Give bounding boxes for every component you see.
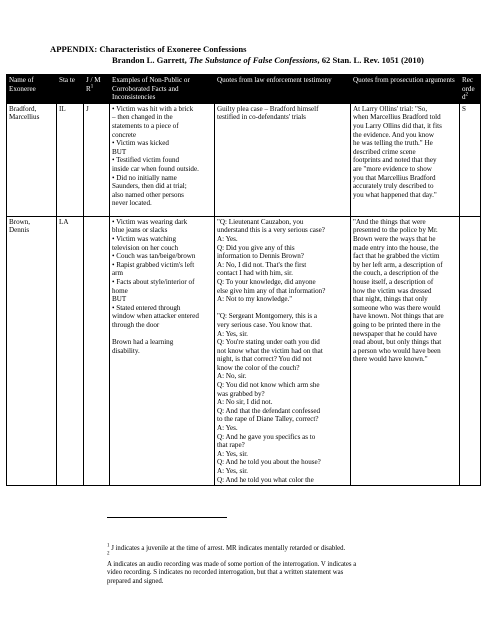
text-line: • Victim was watching — [112, 234, 176, 243]
footnote-2-number: 2 — [107, 551, 110, 557]
text-line: going to be printed there in the — [353, 320, 441, 329]
header-record-text: Rec orde d — [462, 76, 475, 102]
text-line: • Did no initially name — [112, 173, 177, 182]
text-line: someone who was there would — [353, 303, 441, 312]
header-jmr — [84, 75, 110, 104]
text-line: a person who would have been — [353, 346, 441, 355]
text-line: video recording. S indicates no recorded interrogation, but that a written statement was — [107, 569, 344, 577]
text-line: also named other persons — [112, 190, 184, 199]
text-line: • Rapist grabbed victim's left — [112, 260, 195, 269]
text-line: arm — [112, 269, 124, 278]
text-line: • Victim was hit with a brick — [112, 104, 194, 113]
text-line: home — [112, 286, 128, 295]
header-quotes-pros: Quotes from prosecution arguments — [351, 75, 460, 104]
text-line: Brown had a learning — [112, 338, 174, 347]
text-line: statements to a piece of — [112, 121, 179, 130]
text-line: Q: You're stating under oath you did — [217, 338, 320, 347]
text-line: • Victim was wearing dark — [112, 217, 188, 226]
text-line: else give him any of that information? — [217, 286, 326, 295]
text-line — [112, 330, 212, 339]
text-line: fact that he grabbed the victim — [353, 252, 440, 261]
text-line: disability. — [112, 346, 140, 355]
text-line: Q: Did you give any of this — [217, 243, 295, 252]
text-line: he was telling the truth." He — [353, 139, 433, 148]
text-line: the evidence. And you know — [353, 130, 434, 139]
text-line: know the color of the couch? — [217, 363, 300, 372]
cell-jmr — [84, 216, 110, 485]
text-line: window when attacker entered — [112, 312, 199, 321]
text-line: concrete — [112, 130, 137, 139]
table-header-row — [7, 75, 481, 104]
footnote-divider — [107, 517, 227, 518]
citation-line — [112, 55, 494, 65]
text-line: there would have known." — [353, 355, 428, 364]
cell-jmr: J — [84, 103, 110, 216]
text-line: you Larry Ollins did that, it fits — [353, 121, 442, 130]
text-line: are "more evidence to show — [353, 164, 432, 173]
footnote-ref-2: 2 — [465, 92, 469, 98]
text-line: read about, but only things that — [353, 338, 442, 347]
text-line: A: Yes, sir. — [217, 449, 248, 458]
header-jmr-text: J / M R — [86, 76, 101, 93]
text-line: footprints and noted that they — [353, 156, 437, 165]
text-line: you that Marcellius Bradford — [353, 173, 436, 182]
text-line: BUT — [112, 295, 127, 304]
header-facts: Examples of Non-Public or Corroborated Facts and Inconsistencies — [110, 75, 215, 104]
footnote-1 — [107, 545, 437, 553]
text-line: described crime scene — [353, 147, 416, 156]
header-state: Sta te — [57, 75, 84, 104]
table-row — [7, 103, 481, 216]
cell-name — [7, 103, 57, 216]
header-record — [460, 75, 481, 104]
footnote-2-text — [107, 561, 437, 587]
cell-record — [460, 216, 481, 485]
header-name: Name of Exoneree — [7, 75, 57, 104]
footnotes — [107, 545, 437, 587]
citation-author: Brandon L. Garrett, — [112, 55, 189, 65]
text-line: that night, things that only — [353, 295, 428, 304]
cell-name — [7, 216, 57, 485]
text-line: newspaper that he could have — [353, 329, 437, 338]
text-line: not know what the victim had on that — [217, 346, 323, 355]
text-line: house itself, a description of — [353, 277, 434, 286]
text-line: understand this is a very serious case? — [217, 226, 325, 235]
text-line: Marcellius — [9, 113, 40, 122]
citation-source: , 62 Stan. L. Rev. 1051 (2010) — [317, 55, 424, 65]
text-line: very serious case. You know that. — [217, 320, 312, 329]
text-line: information to Dennis Brown? — [217, 252, 304, 261]
text-line: made entry into the house, the — [353, 243, 439, 252]
text-line: accurately truly described to — [353, 182, 434, 191]
text-line: through the door — [112, 320, 160, 329]
footnote-1-text: J indicates a juvenile at the time of arrest. MR indicates mentally retarded or disabled. — [109, 545, 346, 552]
cell-facts — [110, 216, 215, 485]
text-line: • Stated entered through — [112, 303, 181, 312]
text-line: how the victim was dressed — [353, 286, 432, 295]
text-line: night, is that correct? You did not — [217, 355, 312, 364]
text-line: BUT — [112, 147, 127, 156]
text-line: Guilty plea case – Bradford himself — [217, 104, 319, 113]
cell-record: S — [460, 103, 481, 216]
appendix-title: APPENDIX: Characteristics of Exoneree Confessions — [50, 44, 247, 54]
cell-state: LA — [57, 216, 84, 485]
text-line: Q: And he gave you specifics as to — [217, 432, 316, 441]
text-line: when Marcellius Bradford told — [353, 113, 441, 122]
text-line: A: No, I did not. That's the first — [217, 260, 307, 269]
text-line: A indicates an audio recording was made of some portion of the interrogation. V indicates a — [107, 560, 357, 568]
text-line: never located. — [112, 199, 152, 208]
text-line: inside car when found outside. — [112, 164, 199, 173]
text-line: prepared and signed. — [107, 578, 164, 585]
text-line: have known. Not things that are — [353, 312, 444, 321]
text-line: Brown, — [9, 217, 31, 226]
text-line: Q: And he told you about the house? — [217, 458, 321, 467]
text-line: Q: You did not know which arm she — [217, 381, 320, 390]
text-line: "And the things that were — [353, 217, 426, 226]
text-line: Q: And that the defendant confessed — [217, 406, 321, 415]
text-line: Q: And he told you what color the — [217, 475, 314, 484]
cell-quotes-law — [215, 216, 351, 485]
header-quotes-law: Quotes from law enforcement testimony — [215, 75, 351, 104]
text-line: • Victim was kicked — [112, 139, 169, 148]
text-line: • Facts about style/interior of — [112, 277, 195, 286]
text-line: presented to the police by Mr. — [353, 226, 438, 235]
cell-state: IL — [57, 103, 84, 216]
text-line: Q: To your knowledge, did anyone — [217, 277, 316, 286]
cell-facts — [110, 103, 215, 216]
cell-quotes-pros — [351, 103, 460, 216]
text-line: • Couch was tan/beige/brown — [112, 252, 196, 261]
text-line: that rape? — [217, 441, 245, 450]
text-line: to the rape of Diane Talley, correct? — [217, 415, 319, 424]
text-line: A: Yes. — [217, 234, 238, 243]
text-line: A: No sir, I did not. — [217, 398, 273, 407]
citation-work: The Substance of False Confessions — [188, 55, 318, 65]
footnote-1-number: 1 — [107, 543, 110, 549]
text-line: the couch, a description of the — [353, 269, 439, 278]
text-line: – then changed in the — [112, 113, 173, 122]
text-line: "Q: Lieutenant Cauzabon, you — [217, 217, 304, 226]
text-line: A: Yes. — [217, 424, 238, 433]
confessions-table — [6, 74, 481, 486]
text-line: • Testified victim found — [112, 156, 180, 165]
text-line: contact I had with him, sir. — [217, 269, 293, 278]
text-line: Saunders, then did at trial; — [112, 182, 187, 191]
text-line: Dennis — [9, 226, 30, 235]
cell-quotes-pros — [351, 216, 460, 485]
table-row — [7, 216, 481, 485]
text-line: you what happened that day." — [353, 190, 437, 199]
text-line: television on her couch — [112, 243, 178, 252]
footnote-ref-1: 1 — [90, 84, 94, 90]
text-line: A: Yes, sir. — [217, 329, 248, 338]
text-line — [217, 304, 348, 313]
text-line: blue jeans or slacks — [112, 226, 168, 235]
text-line: A: No, sir. — [217, 372, 247, 381]
cell-quotes-law — [215, 103, 351, 216]
text-line: was grabbed by? — [217, 389, 265, 398]
text-line: Bradford, — [9, 104, 37, 113]
text-line: Brown were the ways that he — [353, 234, 436, 243]
text-line: by her left arm, a description of — [353, 260, 443, 269]
text-line: testified in co-defendants' trials — [217, 113, 306, 122]
text-line: A: Not to my knowledge." — [217, 295, 293, 304]
footnote-2 — [107, 553, 437, 587]
text-line: At Larry Ollins' trial: "So, — [353, 104, 428, 113]
text-line: A: Yes, sir. — [217, 467, 248, 475]
text-line: "Q: Sergeant Montgomery, this is a — [217, 312, 318, 321]
